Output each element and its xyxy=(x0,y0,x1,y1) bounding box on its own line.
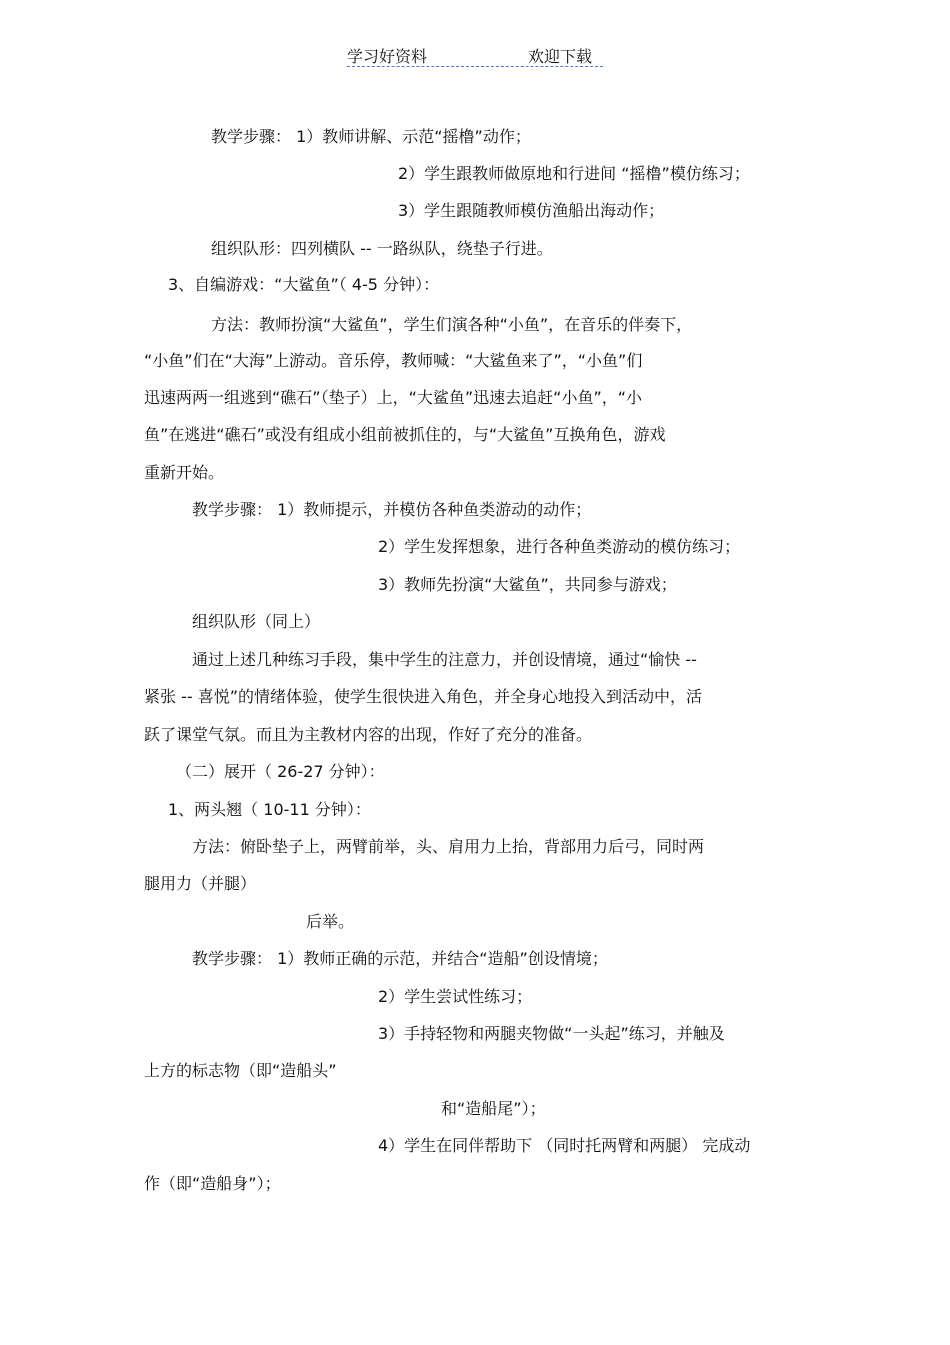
text-line: 方法：教师扮演“大鲨鱼”，学生们演各种“小鱼”，在音乐的伴奏下， xyxy=(211,315,693,334)
text-line: 教学步骤： 1）教师提示，并模仿各种鱼类游动的动作； xyxy=(192,500,592,519)
text-line: 后举。 xyxy=(306,912,355,931)
header-left-text: 学习好资料 xyxy=(347,47,428,66)
text-line: 2）学生跟教师做原地和行进间 “摇橹”模仿练习； xyxy=(398,164,750,183)
text-line: 方法：俯卧垫子上，两臂前举，头、肩用力上抬，背部用力后弓，同时两 xyxy=(192,837,705,856)
text-line: 跃了课堂气氛。而且为主教材内容的出现，作好了充分的准备。 xyxy=(144,725,593,744)
text-line: 3）手持轻物和两腿夹物做“一头起”练习，并触及 xyxy=(378,1024,725,1043)
text-line: 腿用力（并腿） xyxy=(144,874,257,893)
text-line: 2）学生发挥想象，进行各种鱼类游动的模仿练习； xyxy=(378,537,741,556)
text-line: 教学步骤： 1）教师讲解、示范“摇橹”动作； xyxy=(211,127,531,146)
header-dashed-rule xyxy=(347,66,603,67)
text-line: “小鱼”们在“大海”上游动。音乐停，教师喊：“大鲨鱼来了”，“小鱼”们 xyxy=(144,351,643,370)
text-line: 和“造船尾”）； xyxy=(441,1099,546,1118)
text-line: 组织队形：四列横队 -- 一路纵队，绕垫子行进。 xyxy=(211,239,553,258)
text-line: 通过上述几种练习手段，集中学生的注意力，并创设情境，通过“愉快 -- xyxy=(192,650,697,669)
text-line: 3）教师先扮演“大鲨鱼”，共同参与游戏； xyxy=(378,575,677,594)
text-line: 作（即“造船身”）； xyxy=(144,1174,281,1193)
text-line: 4）学生在同伴帮助下 （同时托两臂和两腿） 完成动 xyxy=(378,1136,751,1155)
text-line: 2）学生尝试性练习； xyxy=(378,987,533,1006)
section-heading: 1、两头翘（ 10-11 分钟）： xyxy=(168,800,371,819)
text-line: 迅速两两一组逃到“礁石”（垫子）上，“大鲨鱼”迅速去追赶“小鱼”，“小 xyxy=(144,388,643,407)
text-line: 教学步骤： 1）教师正确的示范，并结合“造船”创设情境； xyxy=(192,949,608,968)
section-heading: 3、自编游戏：“大鲨鱼”（ 4-5 分钟）： xyxy=(168,275,440,294)
text-line: 鱼”在逃进“礁石”或没有组成小组前被抓住的，与“大鲨鱼”互换角色，游戏 xyxy=(144,425,666,444)
text-line: 重新开始。 xyxy=(144,463,225,482)
section-heading: （二）展开（ 26-27 分钟）： xyxy=(176,762,385,781)
text-line: 紧张 -- 喜悦”的情绪体验，使学生很快进入角色，并全身心地投入到活动中，活 xyxy=(144,687,703,706)
header-right-text: 欢迎下载 xyxy=(528,47,593,66)
text-line: 上方的标志物（即“造船头” xyxy=(144,1061,337,1080)
text-line: 3）学生跟随教师模仿渔船出海动作； xyxy=(398,201,665,220)
text-line: 组织队形（同上） xyxy=(192,612,321,631)
